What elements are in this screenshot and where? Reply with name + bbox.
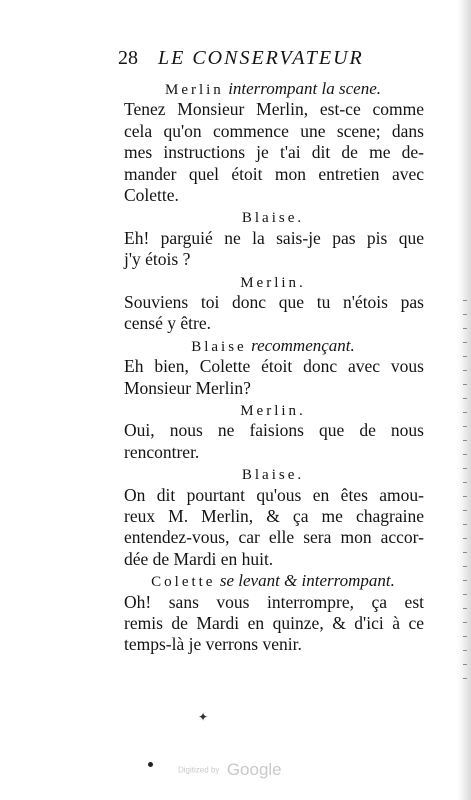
edge-tick — [463, 356, 467, 357]
dialogue-line: Eh bien, Colette étoit donc avec vous — [124, 356, 424, 377]
dialogue-line: mes instructions je t'ai dit de me de- — [124, 142, 424, 163]
edge-tick — [463, 678, 467, 679]
dialogue-line: mander quel étoit mon entretien avec — [124, 163, 424, 184]
running-header — [118, 45, 438, 71]
speaker-name: Merlin. — [240, 274, 306, 291]
edge-tick — [463, 398, 467, 399]
speaker-heading — [118, 462, 428, 486]
edge-tick — [463, 510, 467, 511]
page-number: 28 — [118, 47, 138, 69]
dialogue-line: Oui, nous ne faisions que de nous — [124, 420, 424, 441]
edge-tick — [463, 496, 467, 497]
edge-tick — [463, 440, 467, 441]
dialogue-line: Souviens toi donc que tu n'étois pas — [124, 292, 424, 312]
dialogue-line: reux M. Merlin, & ça me chagraine — [124, 506, 424, 526]
edge-tick — [463, 342, 467, 343]
dialogue-line: Oh! sans vous interrompre, ça est — [124, 591, 424, 612]
edge-tick — [463, 384, 467, 385]
edge-tick — [463, 314, 467, 315]
edge-tick — [463, 412, 467, 413]
dialogue-line: temps-là je verrons venir. — [124, 634, 302, 655]
edge-tick — [463, 594, 467, 595]
speaker-name: Colette — [151, 574, 216, 591]
dialogue-line: censé y être. — [124, 313, 211, 334]
dialogue-line: On dit pourtant qu'ous en êtes amou- — [124, 484, 424, 505]
ink-dot — [148, 762, 153, 767]
speaker-name: Blaise. — [241, 210, 305, 227]
stage-direction: recommençant. — [251, 335, 355, 355]
watermark-prefix: Digitized by — [178, 765, 220, 775]
page-edge — [457, 0, 471, 800]
digitization-watermark — [178, 760, 282, 780]
edge-tick — [463, 650, 467, 651]
stage-direction: se levant & interrompant. — [219, 571, 395, 591]
stage-direction: interrompant la scene. — [228, 79, 382, 98]
dialogue-line: Colette. — [124, 185, 179, 205]
dialogue-line: rencontrer. — [124, 441, 200, 462]
edge-tick — [463, 300, 467, 301]
dialogue-line: cela qu'on commence une scene; dans — [124, 120, 424, 141]
edge-tick — [463, 538, 467, 539]
edge-tick — [463, 622, 467, 623]
dialogue-line: dée de Mardi en huit. — [124, 548, 274, 569]
speaker-heading — [118, 205, 428, 229]
dialogue-line: Tenez Monsieur Merlin, est-ce comme — [124, 99, 424, 120]
dialogue-line: Eh! parguié ne la sais-je pas pis que — [124, 227, 424, 248]
speaker-heading — [118, 77, 428, 101]
edge-tick — [463, 552, 467, 553]
speaker-heading — [118, 270, 428, 294]
edge-tick — [463, 608, 467, 609]
dialogue-line: entendez-vous, car elle sera mon accor- — [124, 527, 424, 548]
speaker-heading — [118, 569, 428, 593]
edge-tick — [463, 454, 467, 455]
edge-tick — [463, 328, 467, 329]
edge-tick — [463, 566, 467, 567]
speaker-name: Merlin. — [240, 403, 306, 419]
edge-tick — [463, 524, 467, 525]
ornament-glyph: ✦ — [198, 710, 209, 724]
edge-tick — [463, 636, 467, 637]
edge-tick — [463, 468, 467, 469]
edge-tick — [463, 580, 467, 581]
running-title: LE CONSERVATEUR — [158, 47, 364, 69]
speaker-name: Merlin — [164, 82, 224, 98]
watermark-brand: Google — [226, 760, 282, 779]
edge-tick — [463, 482, 467, 483]
dialogue-line: j'y étois ? — [124, 249, 191, 270]
speaker-name: Blaise — [191, 338, 247, 355]
speaker-heading — [118, 334, 428, 358]
edge-tick — [463, 370, 467, 371]
edge-tick — [463, 426, 467, 427]
dialogue-line: remis de Mardi en quinze, & d'ici à ce — [124, 613, 424, 633]
speaker-name: Blaise. — [241, 467, 305, 484]
speaker-heading — [118, 398, 428, 422]
dialogue-line: Monsieur Merlin? — [124, 377, 251, 398]
edge-tick — [463, 664, 467, 665]
